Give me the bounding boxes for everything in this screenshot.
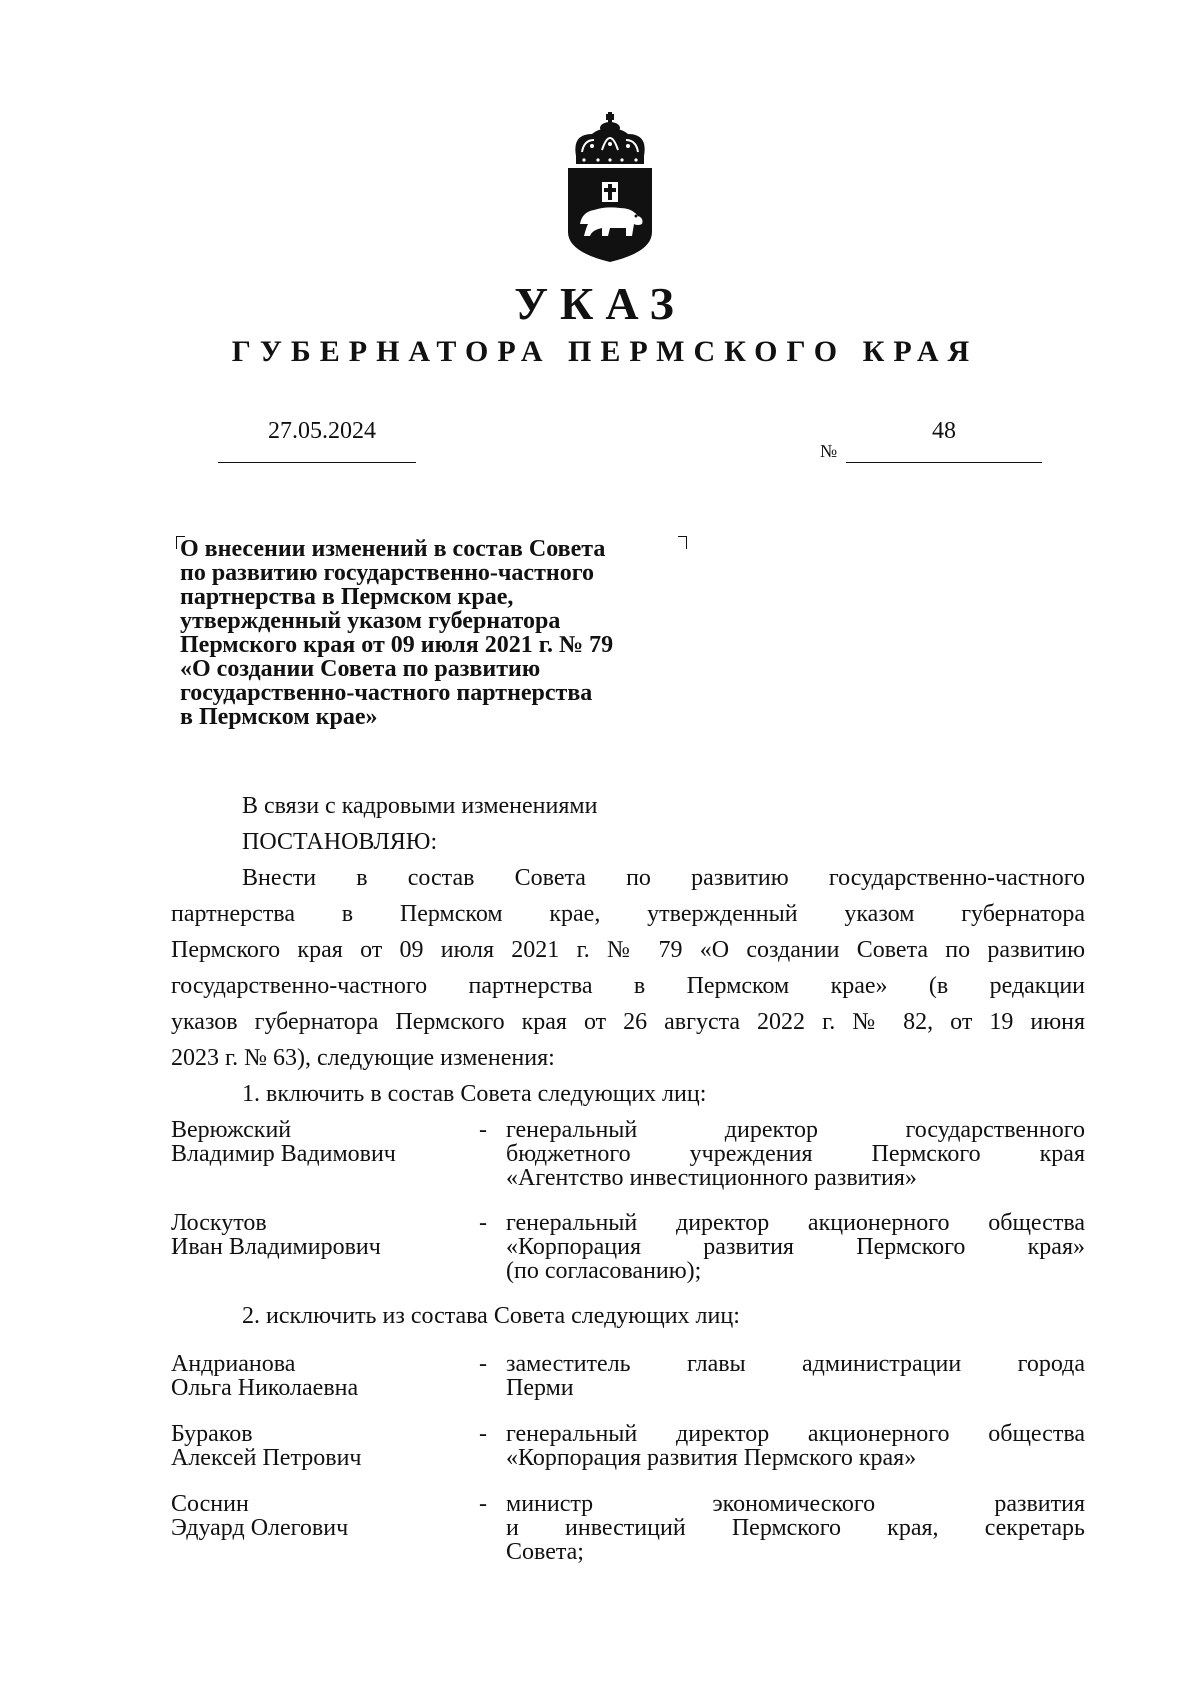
- subject-line: партнерства в Пермском крае,: [180, 584, 514, 610]
- member-surname: Соснин: [171, 1491, 249, 1517]
- crown-icon: [575, 112, 644, 164]
- subject-line: Пермского края от 09 июля 2021 г. № 79: [180, 632, 614, 658]
- member-given-name: Владимир Вадимович: [171, 1141, 396, 1167]
- member-given-name: Ольга Николаевна: [171, 1375, 359, 1401]
- role-line: генеральный директор государственного: [506, 1117, 1085, 1143]
- main-line: указов губернатора Пермского края от 26 августа 2022 г. № 82, от 19 июня: [171, 1009, 1085, 1035]
- member-name: [171, 1422, 471, 1470]
- dash-separator: -: [479, 1351, 487, 1377]
- main-paragraph: [171, 860, 1085, 1076]
- member-surname: Лоскутов: [171, 1210, 267, 1236]
- member-surname: Андрианова: [171, 1351, 296, 1377]
- subject-line: в Пермском крае»: [180, 704, 378, 730]
- gospel-cross-icon: [602, 182, 618, 202]
- dash-separator: -: [479, 1210, 487, 1236]
- member-name: [171, 1492, 471, 1540]
- dash-separator: -: [479, 1491, 487, 1517]
- main-line: 2023 г. № 63), следующие изменения:: [171, 1045, 555, 1071]
- subject-line: государственно-частного партнерства: [180, 680, 593, 706]
- role-line: министр экономического развития: [506, 1491, 1085, 1517]
- role-line: генеральный директор акционерного общества: [506, 1210, 1085, 1236]
- role-line: генеральный директор акционерного общества: [506, 1421, 1085, 1447]
- role-line: «Корпорация развития Пермского края»: [506, 1234, 1085, 1260]
- role-line: Перми: [506, 1375, 574, 1401]
- main-line: Внести в состав Совета по развитию государственно-частного: [242, 865, 1085, 891]
- member-role: [506, 1422, 1085, 1470]
- member-role: [506, 1211, 1085, 1283]
- member-given-name: Алексей Петрович: [171, 1445, 362, 1471]
- subject-line: утвержденный указом губернатора: [180, 608, 561, 634]
- subject-line: по развитию государственно-частного: [180, 560, 594, 586]
- subject-line: О внесении изменений в состав Совета: [180, 536, 606, 562]
- role-line: «Агентство инвестиционного развития»: [506, 1165, 917, 1191]
- role-line: бюджетного учреждения Пермского края: [506, 1141, 1085, 1167]
- member-given-name: Иван Владимирович: [171, 1234, 381, 1260]
- main-line: государственно-частного партнерства в Пермском крае» (в редакции: [171, 973, 1085, 999]
- resolve-word: ПОСТАНОВЛЯЮ:: [242, 829, 438, 855]
- include-heading: 1. включить в состав Совета следующих лиц:: [242, 1081, 707, 1107]
- decree-date: 27.05.2024: [268, 418, 376, 444]
- dash-separator: -: [479, 1117, 487, 1143]
- member-given-name: Эдуард Олегович: [171, 1515, 349, 1541]
- intro-paragraph: В связи с кадровыми изменениями: [242, 793, 598, 819]
- member-name: [171, 1352, 471, 1400]
- decree-subject: [180, 537, 720, 729]
- main-line: партнерства в Пермском крае, утвержденный указом губернатора: [171, 901, 1085, 927]
- member-surname: Бураков: [171, 1421, 253, 1447]
- exclude-heading: 2. исключить из состава Совета следующих лиц:: [242, 1303, 740, 1329]
- number-underline: [846, 462, 1042, 463]
- role-line: заместитель главы администрации города: [506, 1351, 1085, 1377]
- member-surname: Верюжский: [171, 1117, 292, 1143]
- document-title: УКАЗ: [514, 278, 686, 329]
- member-role: [506, 1492, 1085, 1564]
- role-line: «Корпорация развития Пермского края»: [506, 1445, 917, 1471]
- decree-number: 48: [932, 418, 956, 444]
- member-role: [506, 1118, 1085, 1190]
- number-sign: №: [820, 441, 838, 461]
- role-line: Совета;: [506, 1539, 584, 1565]
- coat-of-arms-emblem: [562, 112, 658, 262]
- member-role: [506, 1352, 1085, 1400]
- main-line: Пермского края от 09 июля 2021 г. № 79 «О создании Совета по развитию: [171, 937, 1085, 963]
- date-underline: [218, 462, 416, 463]
- member-name: [171, 1118, 471, 1166]
- role-line: (по согласованию);: [506, 1258, 702, 1284]
- member-name: [171, 1211, 471, 1259]
- dash-separator: -: [479, 1421, 487, 1447]
- role-line: и инвестиций Пермского края, секретарь: [506, 1515, 1085, 1541]
- subject-line: «О создании Совета по развитию: [180, 656, 541, 682]
- issuer-subtitle: ГУБЕРНАТОРА ПЕРМСКОГО КРАЯ: [231, 335, 979, 368]
